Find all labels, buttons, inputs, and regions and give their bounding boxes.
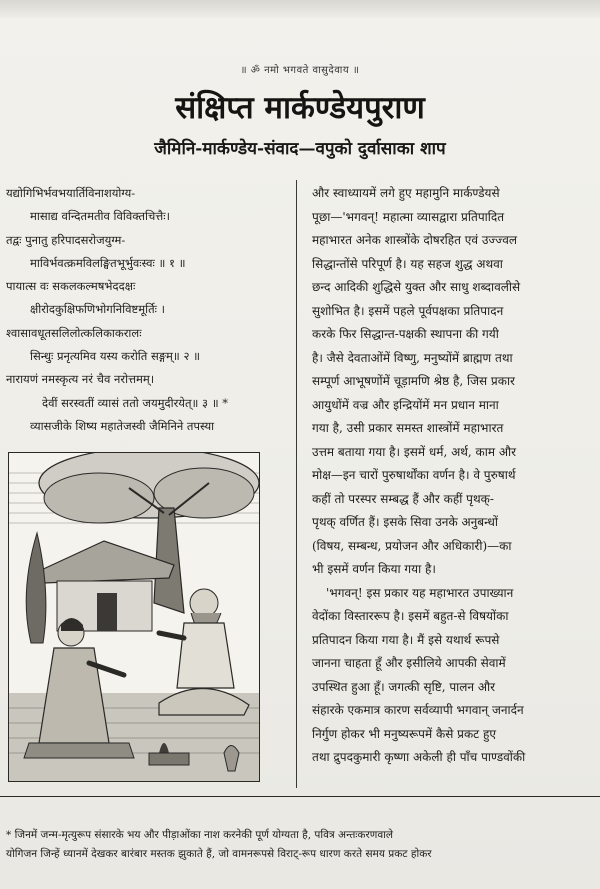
verse-line: सिन्धुः प्रनृत्यमिव यस्य करोति सङ्गम्॥ २ ॥ xyxy=(30,349,200,364)
illustration-sage-and-disciple xyxy=(8,452,260,782)
prose-line: और स्वाध्यायमें लगे हुए महामुनि मार्कण्डेयसे xyxy=(312,186,500,200)
verse-block xyxy=(6,182,284,438)
verse-line: पायात्स वः सकलकल्मषभेददक्षः xyxy=(6,279,136,294)
prose-line: सुशोभित है। इसमें पहले पूर्वपक्षका प्रतिपादन xyxy=(312,303,504,318)
prose-line: पूछा—'भगवन्! महात्मा व्यासद्वारा प्रतिपादित xyxy=(312,209,505,224)
verse-line: क्षीरोदकुक्षिफणिभोगनिविष्टमूर्तिः । xyxy=(30,302,165,317)
prose-line: मोक्ष—इन चारों पुरुषार्थोंका वर्णन है। वे पुरुषार्थ xyxy=(312,468,516,482)
right-column xyxy=(312,182,598,770)
verse-line: यद्योगिभिर्भवभयार्तिविनाशयोग्य- xyxy=(6,186,136,200)
page-title: संक्षिप्त मार्कण्डेयपुराण xyxy=(175,90,425,126)
prose-line: पृथक् वर्णित हैं। इसके सिवा उनके अनुबन्धों xyxy=(312,515,498,529)
column-divider xyxy=(296,180,297,788)
prose-line: 'भगवन्! इस प्रकार यह महाभारत उपाख्यान xyxy=(326,585,514,600)
invocation-line: ॥ ॐ नमो भगवते वासुदेवाय ॥ xyxy=(240,65,360,76)
prose-line: करके फिर सिद्धान्त-पक्षकी स्थापना की गयी xyxy=(312,327,499,341)
prose-line: आयुधोंमें वज्र और इन्द्रियोंमें मन प्रधान माना xyxy=(312,397,499,412)
prose-line: जानना चाहता हूँ और इसीलिये आपकी सेवामें xyxy=(312,656,506,670)
illustration-drawing xyxy=(9,453,259,781)
prose-line: सिद्धान्तोंसे परिपूर्ण है। यह सहज शुद्ध अथवा xyxy=(312,256,503,271)
prose-line: उत्तम बताया गया है। इसमें धर्म, अर्थ, काम और xyxy=(312,444,517,459)
verse-line: नारायणं नमस्कृत्य नरं चैव नरोत्तमम्। xyxy=(6,372,155,387)
prose-line: संहारके एकमात्र कारण सर्वव्यापी भगवान् जनार्दन xyxy=(312,703,524,717)
left-column xyxy=(6,182,284,438)
prose-line: उपस्थित हुआ हूँ। जगत्की सृष्टि, पालन और xyxy=(312,679,496,694)
verse-line: देवीं सरस्वतीं व्यासं ततो जयमुदीरयेत्॥ ३ ॥ * xyxy=(42,395,228,410)
prose-line: वेदोंका विस्ताररूप है। इसमें बहुत-से विषयोंका xyxy=(312,609,509,623)
verse-line: तद्वः पुनातु हरिपादसरोजयुग्म- xyxy=(6,232,126,247)
prose-line: छन्द आदिकी शुद्धिसे युक्त और साधु शब्दावलीसे xyxy=(312,280,521,294)
prose-line: भी इसमें वर्णन किया गया है। xyxy=(312,562,436,576)
prose-line: प्रतिपादन किया गया है। मैं इसे यथार्थ रूपसे xyxy=(312,632,500,647)
page-top-edge xyxy=(0,0,600,18)
prose-line: है। जैसे देवताओंमें विष्णु, मनुष्योंमें ब्राह्मण तथा xyxy=(312,350,513,365)
chapter-subtitle: जैमिनि-मार्कण्डेय-संवाद—वपुको दुर्वासाका शाप xyxy=(154,139,446,159)
hut-icon xyxy=(39,541,174,631)
footnote-separator xyxy=(0,796,600,797)
prose-line: महाभारत अनेक शास्त्रोंके दोषरहित एवं उज्ज्वल xyxy=(312,233,518,247)
footnote-line: * जिनमें जन्म-मृत्युरूप संसारके भय और पीड़ाओंका नाश करनेकी पूर्ण योग्यता है, पवित्र अन्तःकरणवाले xyxy=(6,829,394,841)
prose-line: निर्गुण होकर भी मनुष्यरूपमें कैसे प्रकट हुए xyxy=(312,726,497,741)
prose-line: सम्पूर्ण आभूषणोंमें चूड़ामणि श्रेष्ठ है, जिस प्रकार xyxy=(312,374,515,388)
prose-line: गया है, उसी प्रकार समस्त शास्त्रोंमें महाभारत xyxy=(312,421,504,435)
verse-line: माविर्भवत्क्रमविलङ्घितभूर्भुवःस्वः ॥ १ ॥ xyxy=(30,255,186,270)
prose-line: कहीं तो परस्पर सम्बद्ध हैं और कहीं पृथक्- xyxy=(312,491,494,506)
footnote-line: योगिजन जिन्हें ध्यानमें देखकर बारंबार मस्तक झुकाते हैं, जो वामनरूपसे विराट्-रूप धारण करते समय प्रकट होकर xyxy=(6,848,432,860)
footnote xyxy=(6,826,600,864)
verse-line: मासाद्य वन्दितमतीव विविक्तचित्तैः। xyxy=(30,209,170,224)
prose-line: व्यासजीके शिष्य महातेजस्वी जैमिनिने तपस्या xyxy=(30,418,215,433)
prose-line: (विषय, सम्बन्ध, प्रयोजन और अधिकारी)—का xyxy=(312,538,512,553)
verse-line: श्वासावधूतसलिलोत्कलिकाकरालः xyxy=(6,325,142,340)
prose-line: तथा द्रुपदकुमारी कृष्णा अकेली ही पाँच पाण्डवोंकी xyxy=(312,750,526,764)
